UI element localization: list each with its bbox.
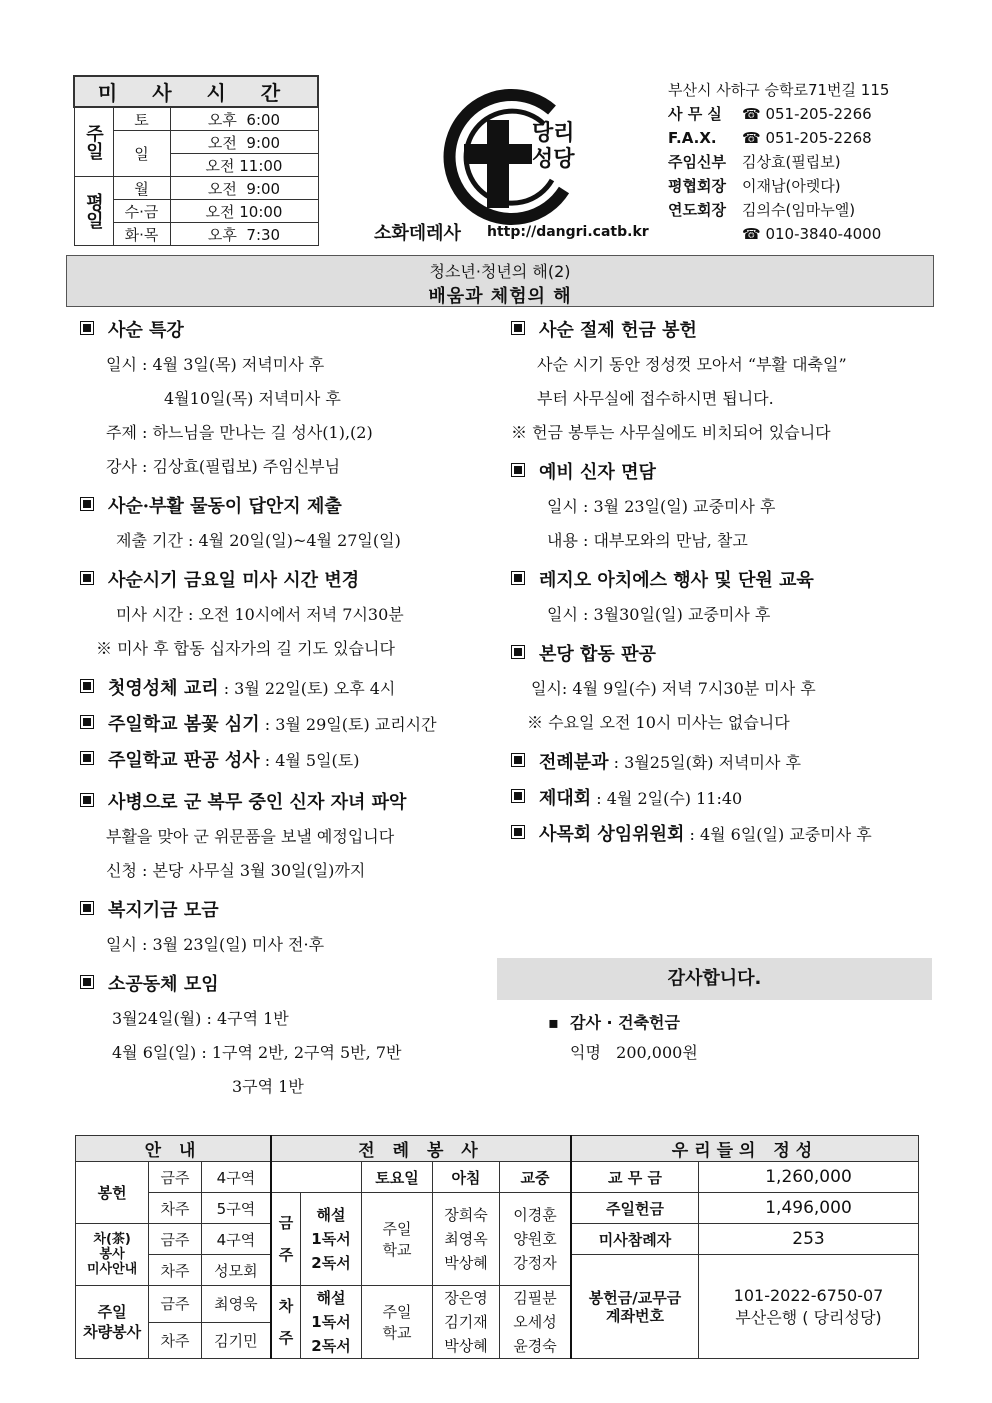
notice-line: 4월10일(목) 저녁미사 후	[164, 389, 341, 408]
liturgy-header: 전 례 봉 사	[271, 1136, 571, 1162]
notice-line: ※ 미사 후 합동 십자가의 길 기도 있습니다	[96, 639, 395, 658]
patron-saint: 소화데레사	[374, 223, 461, 244]
mass-time: 오전 9:00	[170, 131, 318, 154]
notice-title: 전례분과 : 3월25일(화) 저녁미사 후	[511, 746, 931, 780]
contact-block	[668, 78, 889, 246]
square-bullet-icon	[80, 679, 94, 693]
morning-service: 장은영 김기재 박상혜	[433, 1286, 500, 1359]
notice-line: 일시: 4월 9일(수) 저녁 7시30분 미사 후	[531, 679, 816, 698]
square-bullet-icon	[511, 825, 525, 839]
col-main: 교중	[500, 1162, 572, 1193]
mass-time-title: 미 사 시 간	[74, 76, 318, 107]
contact-label: 주임신부	[668, 153, 726, 171]
mass-day: 화·목	[113, 223, 170, 246]
guide-week: 금주	[149, 1224, 202, 1255]
square-bullet-icon	[80, 751, 94, 765]
notice-line: 신청 : 본당 사무실 3월 30일(일)까지	[106, 861, 366, 880]
guide-group: 주일 차량봉사	[76, 1286, 149, 1359]
liturgy-roles: 해설 1독서 2독서	[301, 1286, 362, 1359]
notice-title: 사순 절제 헌금 봉헌	[511, 314, 931, 348]
offering-value: 1,496,000	[699, 1193, 919, 1224]
square-bullet-icon	[511, 463, 525, 477]
next-week-label: 차 주	[271, 1286, 301, 1359]
square-bullet-icon	[511, 645, 525, 659]
notice-title: 사순 특강	[80, 314, 500, 348]
notice-title: 사순·부활 물동이 답안지 제출	[80, 490, 500, 524]
contact-value: ☎ 051-205-2266	[742, 105, 872, 123]
address: 부산시 사하구 승학로71번길 115	[668, 81, 890, 99]
contact-value: ☎ 051-205-2268	[742, 129, 872, 147]
notice-line: 강사 : 김상효(필립보) 주임신부님	[106, 457, 341, 476]
liturgy-roles: 해설 1독서 2독서	[301, 1193, 362, 1286]
notice-line: 일시 : 3월 23일(일) 미사 전·후	[106, 935, 325, 954]
notice-line: 4월 6일(일) : 1구역 2반, 2구역 5반, 7반	[112, 1043, 402, 1062]
contact-value: 김의수(임마누엘)	[742, 201, 856, 219]
notice-title: 첫영성체 교리 : 3월 22일(토) 오후 4시	[80, 672, 500, 706]
contact-label: 연도회장	[668, 201, 726, 219]
notice-line: ※ 헌금 봉투는 사무실에도 비치되어 있습니다	[511, 423, 831, 442]
square-bullet-icon	[511, 789, 525, 803]
mass-time: 오전 9:00	[170, 177, 318, 200]
offering-label: 교 무 금	[571, 1162, 699, 1193]
theme-line-1: 청소년·청년의 해(2)	[429, 262, 571, 281]
offering-value: 1,260,000	[699, 1162, 919, 1193]
offering-value: 253	[699, 1224, 919, 1255]
notice-line: 미사 시간 : 오전 10시에서 저녁 7시30분	[116, 605, 404, 624]
notice-title: 본당 합동 판공	[511, 638, 931, 672]
notice-line: 3구역 1반	[232, 1077, 304, 1096]
square-bullet-icon	[80, 793, 94, 807]
square-bullet-icon	[80, 975, 94, 989]
contact-value: ☎ 010-3840-4000	[742, 225, 882, 243]
square-bullet-icon	[80, 715, 94, 729]
parish-logo	[432, 82, 592, 232]
morning-service: 장희숙 최영옥 박상혜	[433, 1193, 500, 1286]
logo-text-1: 당리	[532, 121, 575, 146]
square-bullet-icon	[80, 497, 94, 511]
thanks-donor: 익명 200,000원	[570, 1043, 698, 1062]
guide-group: 봉헌	[76, 1162, 149, 1224]
col-morning: 아침	[433, 1162, 500, 1193]
saturday-service: 주일 학교	[362, 1286, 433, 1359]
square-bullet-icon	[511, 321, 525, 335]
mass-time: 오후 6:00	[170, 107, 318, 131]
bottom-info-table	[75, 1135, 919, 1359]
notice-title: 사목회 상임위원회 : 4월 6일(일) 교중미사 후	[511, 818, 931, 852]
guide-value: 김기민	[201, 1322, 271, 1359]
notice-line: 제출 기간 : 4월 20일(일)~4월 27일(일)	[116, 531, 401, 550]
guide-week: 금주	[149, 1286, 202, 1323]
col-saturday: 토요일	[362, 1162, 433, 1193]
square-bullet-icon	[80, 901, 94, 915]
right-column	[511, 314, 931, 852]
theme-line-2: 배움과 체험의 해	[428, 286, 572, 307]
notice-title: 주일학교 봄꽃 심기 : 3월 29일(토) 교리시간	[80, 708, 500, 742]
guide-week: 금주	[149, 1162, 202, 1193]
weekday-label: 평일	[74, 177, 113, 246]
contact-label: 사 무 실	[668, 105, 722, 123]
thanks-item: ▪ 감사 · 건축헌금	[548, 1013, 680, 1032]
mass-day: 일	[113, 131, 170, 177]
notice-title: 예비 신자 면담	[511, 456, 931, 490]
guide-value: 4구역	[201, 1162, 271, 1193]
saturday-service: 주일 학교	[362, 1193, 433, 1286]
mass-day: 토	[113, 107, 170, 131]
notice-title: 사병으로 군 복무 중인 신자 자녀 파악	[80, 786, 500, 820]
thanks-header: 감사합니다.	[497, 958, 932, 1000]
notice-line: 부활을 맞아 군 위문품을 보낼 예정입니다	[106, 827, 395, 846]
guide-week: 차주	[149, 1193, 202, 1224]
notice-line: 사순 시기 동안 정성껏 모아서 “부활 대축일”	[537, 355, 847, 374]
guide-header: 안 내	[76, 1136, 272, 1162]
notice-title: 복지기금 모금	[80, 894, 500, 928]
guide-week: 차주	[149, 1255, 202, 1286]
square-bullet-icon	[511, 571, 525, 585]
notice-title: 사순시기 금요일 미사 시간 변경	[80, 564, 500, 598]
notice-line: 3월24일(월) : 4구역 1반	[112, 1009, 289, 1028]
guide-value: 4구역	[201, 1224, 271, 1255]
notice-line: 일시 : 3월 23일(일) 교중미사 후	[547, 497, 776, 516]
notice-line: 일시 : 4월 3일(목) 저녁미사 후	[106, 355, 325, 374]
parish-url[interactable]: http://dangri.catb.kr	[487, 224, 649, 240]
sunday-label: 주일	[74, 107, 113, 177]
notice-line: 일시 : 3월30일(일) 교중미사 후	[547, 605, 771, 624]
left-column	[80, 314, 500, 1104]
contact-label: F.A.X.	[668, 129, 717, 147]
logo-text-2: 성당	[532, 147, 575, 172]
notice-line: ※ 수요일 오전 10시 미사는 없습니다	[527, 713, 790, 732]
square-bullet-icon	[80, 571, 94, 585]
guide-group: 차(茶) 봉사 미사안내	[76, 1224, 149, 1286]
guide-value: 5구역	[201, 1193, 271, 1224]
notice-title: 레지오 아치에스 행사 및 단원 교육	[511, 564, 931, 598]
mass-time: 오전 11:00	[170, 154, 318, 177]
theme-banner	[66, 255, 934, 307]
this-week-label: 금 주	[271, 1193, 301, 1286]
mass-time: 오후 7:30	[170, 223, 318, 246]
offering-header: 우리들의 정성	[571, 1136, 919, 1162]
account-label: 봉헌금/교무금 계좌번호	[571, 1255, 699, 1359]
main-service: 김필분 오세성 윤경숙	[500, 1286, 572, 1359]
mass-time-table	[73, 75, 319, 246]
notice-line: 주제 : 하느님을 만나는 길 성사(1),(2)	[106, 423, 373, 442]
square-bullet-icon	[511, 753, 525, 767]
small-square-bullet-icon: ▪	[548, 1013, 559, 1032]
contact-value: 김상효(필립보)	[742, 153, 841, 171]
guide-value: 성모회	[201, 1255, 271, 1286]
contact-label: 평협회장	[668, 177, 726, 195]
mass-time: 오전 10:00	[170, 200, 318, 223]
account-value: 101-2022-6750-07 부산은행 ( 당리성당)	[699, 1255, 919, 1359]
notice-title: 주일학교 판공 성사 : 4월 5일(토)	[80, 744, 500, 778]
mass-day: 수·금	[113, 200, 170, 223]
notice-line: 내용 : 대부모와의 만남, 찰고	[547, 531, 748, 550]
contact-value: 이재남(아렛다)	[742, 177, 841, 195]
notice-line: 부터 사무실에 접수하시면 됩니다.	[537, 389, 774, 408]
guide-week: 차주	[149, 1322, 202, 1359]
notice-title: 소공동체 모임	[80, 968, 500, 1002]
square-bullet-icon	[80, 321, 94, 335]
offering-label: 미사참례자	[571, 1224, 699, 1255]
main-service: 이경훈 양원호 강정자	[500, 1193, 572, 1286]
mass-day: 월	[113, 177, 170, 200]
notice-title: 제대회 : 4월 2일(수) 11:40	[511, 782, 931, 816]
liturgy-blank	[271, 1162, 362, 1193]
offering-label: 주일헌금	[571, 1193, 699, 1224]
guide-value: 최영욱	[201, 1286, 271, 1323]
